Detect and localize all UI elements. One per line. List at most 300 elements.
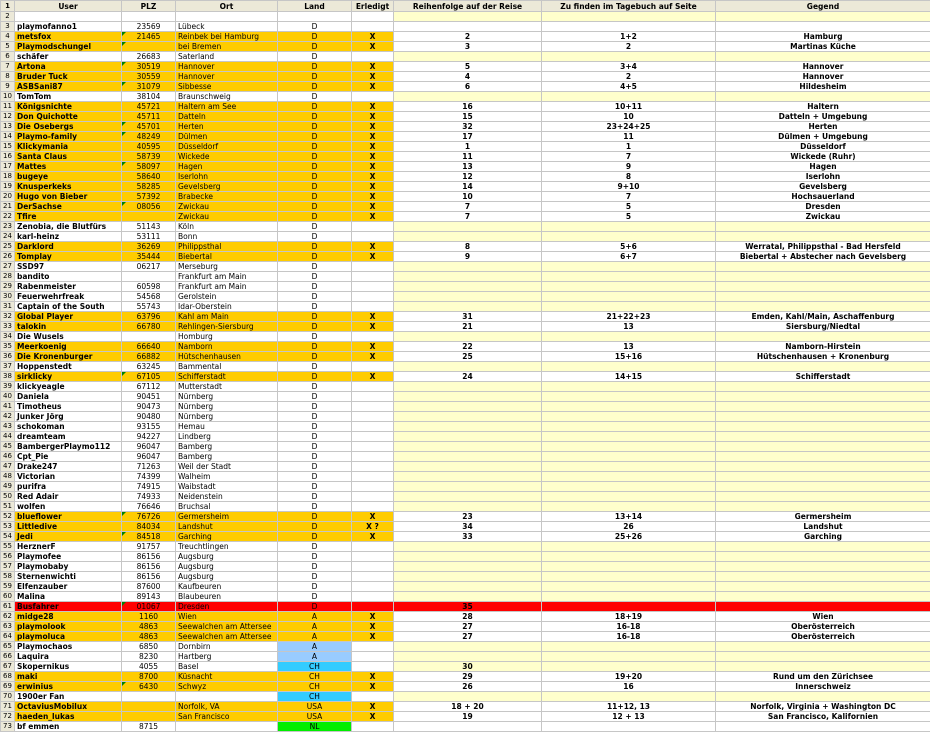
gegend-cell[interactable] (716, 602, 930, 612)
tagebuch-cell[interactable] (542, 692, 716, 702)
column-header-land[interactable]: Land (278, 1, 352, 12)
plz-cell[interactable] (122, 82, 176, 92)
ort-cell[interactable] (176, 672, 278, 682)
ort-cell[interactable] (176, 12, 278, 22)
plz-cell[interactable] (122, 152, 176, 162)
reihenfolge-cell[interactable] (394, 412, 542, 422)
reihenfolge-cell[interactable] (394, 632, 542, 642)
ort-cell[interactable] (176, 262, 278, 272)
land-cell[interactable] (278, 92, 352, 102)
gegend-cell[interactable] (716, 182, 930, 192)
reihenfolge-cell[interactable] (394, 92, 542, 102)
reihenfolge-cell[interactable] (394, 692, 542, 702)
ort-cell[interactable] (176, 42, 278, 52)
tagebuch-cell[interactable] (542, 552, 716, 562)
reihenfolge-cell[interactable] (394, 282, 542, 292)
erledigt-cell[interactable] (352, 112, 394, 122)
ort-cell[interactable] (176, 52, 278, 62)
ort-cell[interactable] (176, 172, 278, 182)
ort-cell[interactable] (176, 472, 278, 482)
land-cell[interactable] (278, 482, 352, 492)
erledigt-cell[interactable] (352, 442, 394, 452)
user-cell[interactable] (15, 682, 122, 692)
ort-cell[interactable] (176, 332, 278, 342)
row-number[interactable] (1, 332, 15, 342)
ort-cell[interactable] (176, 242, 278, 252)
plz-cell[interactable] (122, 42, 176, 52)
user-cell[interactable] (15, 722, 122, 732)
erledigt-cell[interactable] (352, 12, 394, 22)
erledigt-cell[interactable] (352, 212, 394, 222)
gegend-cell[interactable] (716, 392, 930, 402)
erledigt-cell[interactable] (352, 242, 394, 252)
ort-cell[interactable] (176, 182, 278, 192)
plz-cell[interactable] (122, 172, 176, 182)
reihenfolge-cell[interactable] (394, 32, 542, 42)
gegend-cell[interactable] (716, 472, 930, 482)
user-cell[interactable] (15, 652, 122, 662)
gegend-cell[interactable] (716, 112, 930, 122)
tagebuch-cell[interactable] (542, 432, 716, 442)
plz-cell[interactable] (122, 582, 176, 592)
ort-cell[interactable] (176, 32, 278, 42)
plz-cell[interactable] (122, 262, 176, 272)
gegend-cell[interactable] (716, 232, 930, 242)
tagebuch-cell[interactable] (542, 682, 716, 692)
gegend-cell[interactable] (716, 532, 930, 542)
reihenfolge-cell[interactable] (394, 662, 542, 672)
land-cell[interactable] (278, 82, 352, 92)
erledigt-cell[interactable] (352, 562, 394, 572)
user-cell[interactable] (15, 532, 122, 542)
ort-cell[interactable] (176, 22, 278, 32)
row-number[interactable] (1, 552, 15, 562)
ort-cell[interactable] (176, 402, 278, 412)
erledigt-cell[interactable] (352, 392, 394, 402)
land-cell[interactable] (278, 632, 352, 642)
gegend-cell[interactable] (716, 632, 930, 642)
erledigt-cell[interactable] (352, 532, 394, 542)
land-cell[interactable] (278, 372, 352, 382)
plz-cell[interactable] (122, 462, 176, 472)
ort-cell[interactable] (176, 362, 278, 372)
row-number[interactable] (1, 152, 15, 162)
gegend-cell[interactable] (716, 432, 930, 442)
plz-cell[interactable] (122, 72, 176, 82)
tagebuch-cell[interactable] (542, 662, 716, 672)
reihenfolge-cell[interactable] (394, 42, 542, 52)
erledigt-cell[interactable] (352, 362, 394, 372)
land-cell[interactable] (278, 232, 352, 242)
reihenfolge-cell[interactable] (394, 492, 542, 502)
land-cell[interactable] (278, 452, 352, 462)
user-cell[interactable] (15, 32, 122, 42)
gegend-cell[interactable] (716, 502, 930, 512)
land-cell[interactable] (278, 192, 352, 202)
row-number[interactable] (1, 442, 15, 452)
land-cell[interactable] (278, 382, 352, 392)
plz-cell[interactable] (122, 642, 176, 652)
plz-cell[interactable] (122, 182, 176, 192)
erledigt-cell[interactable] (352, 642, 394, 652)
plz-cell[interactable] (122, 22, 176, 32)
ort-cell[interactable] (176, 422, 278, 432)
gegend-cell[interactable] (716, 352, 930, 362)
user-cell[interactable] (15, 282, 122, 292)
plz-cell[interactable] (122, 392, 176, 402)
column-header-plz[interactable]: PLZ (122, 1, 176, 12)
erledigt-cell[interactable] (352, 332, 394, 342)
ort-cell[interactable] (176, 562, 278, 572)
land-cell[interactable] (278, 672, 352, 682)
tagebuch-cell[interactable] (542, 72, 716, 82)
gegend-cell[interactable] (716, 332, 930, 342)
plz-cell[interactable] (122, 542, 176, 552)
gegend-cell[interactable] (716, 12, 930, 22)
row-number[interactable] (1, 662, 15, 672)
tagebuch-cell[interactable] (542, 12, 716, 22)
gegend-cell[interactable] (716, 562, 930, 572)
plz-cell[interactable] (122, 202, 176, 212)
tagebuch-cell[interactable] (542, 712, 716, 722)
plz-cell[interactable] (122, 672, 176, 682)
erledigt-cell[interactable] (352, 292, 394, 302)
user-cell[interactable] (15, 412, 122, 422)
erledigt-cell[interactable] (352, 472, 394, 482)
ort-cell[interactable] (176, 92, 278, 102)
user-cell[interactable] (15, 262, 122, 272)
plz-cell[interactable] (122, 622, 176, 632)
user-cell[interactable] (15, 512, 122, 522)
erledigt-cell[interactable] (352, 572, 394, 582)
ort-cell[interactable] (176, 72, 278, 82)
erledigt-cell[interactable] (352, 652, 394, 662)
row-number[interactable] (1, 292, 15, 302)
land-cell[interactable] (278, 272, 352, 282)
row-number[interactable] (1, 372, 15, 382)
plz-cell[interactable] (122, 332, 176, 342)
reihenfolge-cell[interactable] (394, 332, 542, 342)
land-cell[interactable] (278, 442, 352, 452)
tagebuch-cell[interactable] (542, 522, 716, 532)
reihenfolge-cell[interactable] (394, 402, 542, 412)
tagebuch-cell[interactable] (542, 112, 716, 122)
erledigt-cell[interactable] (352, 122, 394, 132)
tagebuch-cell[interactable] (542, 292, 716, 302)
tagebuch-cell[interactable] (542, 622, 716, 632)
erledigt-cell[interactable] (352, 312, 394, 322)
row-number[interactable] (1, 502, 15, 512)
tagebuch-cell[interactable] (542, 442, 716, 452)
gegend-cell[interactable] (716, 262, 930, 272)
gegend-cell[interactable] (716, 82, 930, 92)
user-cell[interactable] (15, 242, 122, 252)
user-cell[interactable] (15, 632, 122, 642)
plz-cell[interactable] (122, 682, 176, 692)
user-cell[interactable] (15, 622, 122, 632)
tagebuch-cell[interactable] (542, 32, 716, 42)
gegend-cell[interactable] (716, 712, 930, 722)
reihenfolge-cell[interactable] (394, 232, 542, 242)
user-cell[interactable] (15, 82, 122, 92)
tagebuch-cell[interactable] (542, 222, 716, 232)
land-cell[interactable] (278, 22, 352, 32)
tagebuch-cell[interactable] (542, 302, 716, 312)
tagebuch-cell[interactable] (542, 172, 716, 182)
land-cell[interactable] (278, 302, 352, 312)
ort-cell[interactable] (176, 192, 278, 202)
erledigt-cell[interactable] (352, 52, 394, 62)
tagebuch-cell[interactable] (542, 232, 716, 242)
user-cell[interactable] (15, 342, 122, 352)
erledigt-cell[interactable] (352, 522, 394, 532)
plz-cell[interactable] (122, 412, 176, 422)
row-number[interactable] (1, 12, 15, 22)
erledigt-cell[interactable] (352, 342, 394, 352)
reihenfolge-cell[interactable] (394, 562, 542, 572)
gegend-cell[interactable] (716, 52, 930, 62)
ort-cell[interactable] (176, 522, 278, 532)
plz-cell[interactable] (122, 162, 176, 172)
row-number[interactable] (1, 352, 15, 362)
gegend-cell[interactable] (716, 362, 930, 372)
gegend-cell[interactable] (716, 592, 930, 602)
land-cell[interactable] (278, 502, 352, 512)
row-number[interactable] (1, 482, 15, 492)
row-number[interactable] (1, 202, 15, 212)
erledigt-cell[interactable] (352, 222, 394, 232)
reihenfolge-cell[interactable] (394, 252, 542, 262)
reihenfolge-cell[interactable] (394, 212, 542, 222)
land-cell[interactable] (278, 592, 352, 602)
gegend-cell[interactable] (716, 462, 930, 472)
gegend-cell[interactable] (716, 582, 930, 592)
user-cell[interactable] (15, 132, 122, 142)
row-number[interactable] (1, 252, 15, 262)
land-cell[interactable] (278, 72, 352, 82)
row-number[interactable] (1, 592, 15, 602)
tagebuch-cell[interactable] (542, 612, 716, 622)
erledigt-cell[interactable] (352, 202, 394, 212)
reihenfolge-cell[interactable] (394, 682, 542, 692)
land-cell[interactable] (278, 492, 352, 502)
ort-cell[interactable] (176, 552, 278, 562)
tagebuch-cell[interactable] (542, 492, 716, 502)
erledigt-cell[interactable] (352, 82, 394, 92)
user-cell[interactable] (15, 362, 122, 372)
ort-cell[interactable] (176, 502, 278, 512)
gegend-cell[interactable] (716, 682, 930, 692)
land-cell[interactable] (278, 432, 352, 442)
tagebuch-cell[interactable] (542, 82, 716, 92)
tagebuch-cell[interactable] (542, 472, 716, 482)
gegend-cell[interactable] (716, 622, 930, 632)
tagebuch-cell[interactable] (542, 382, 716, 392)
land-cell[interactable] (278, 152, 352, 162)
row-number[interactable] (1, 102, 15, 112)
tagebuch-cell[interactable] (542, 562, 716, 572)
erledigt-cell[interactable] (352, 452, 394, 462)
gegend-cell[interactable] (716, 252, 930, 262)
user-cell[interactable] (15, 352, 122, 362)
row-number[interactable] (1, 472, 15, 482)
land-cell[interactable] (278, 252, 352, 262)
reihenfolge-cell[interactable] (394, 602, 542, 612)
erledigt-cell[interactable] (352, 492, 394, 502)
row-number[interactable] (1, 362, 15, 372)
user-cell[interactable] (15, 372, 122, 382)
plz-cell[interactable] (122, 272, 176, 282)
user-cell[interactable] (15, 172, 122, 182)
user-cell[interactable] (15, 112, 122, 122)
plz-cell[interactable] (122, 432, 176, 442)
gegend-cell[interactable] (716, 552, 930, 562)
tagebuch-cell[interactable] (542, 412, 716, 422)
tagebuch-cell[interactable] (542, 242, 716, 252)
plz-cell[interactable] (122, 352, 176, 362)
column-header-reihenfolge[interactable]: Reihenfolge auf der Reise (394, 1, 542, 12)
land-cell[interactable] (278, 362, 352, 372)
erledigt-cell[interactable] (352, 632, 394, 642)
land-cell[interactable] (278, 532, 352, 542)
land-cell[interactable] (278, 622, 352, 632)
erledigt-cell[interactable] (352, 302, 394, 312)
ort-cell[interactable] (176, 292, 278, 302)
erledigt-cell[interactable] (352, 662, 394, 672)
plz-cell[interactable] (122, 472, 176, 482)
reihenfolge-cell[interactable] (394, 702, 542, 712)
ort-cell[interactable] (176, 112, 278, 122)
tagebuch-cell[interactable] (542, 282, 716, 292)
erledigt-cell[interactable] (352, 462, 394, 472)
plz-cell[interactable] (122, 92, 176, 102)
row-number[interactable] (1, 92, 15, 102)
row-number[interactable] (1, 282, 15, 292)
reihenfolge-cell[interactable] (394, 542, 542, 552)
user-cell[interactable] (15, 212, 122, 222)
reihenfolge-cell[interactable] (394, 72, 542, 82)
row-number[interactable] (1, 652, 15, 662)
ort-cell[interactable] (176, 162, 278, 172)
gegend-cell[interactable] (716, 202, 930, 212)
reihenfolge-cell[interactable] (394, 642, 542, 652)
erledigt-cell[interactable] (352, 422, 394, 432)
column-header-erledigt[interactable]: Erledigt (352, 1, 394, 12)
gegend-cell[interactable] (716, 152, 930, 162)
tagebuch-cell[interactable] (542, 162, 716, 172)
reihenfolge-cell[interactable] (394, 182, 542, 192)
row-number[interactable] (1, 172, 15, 182)
row-number[interactable] (1, 512, 15, 522)
land-cell[interactable] (278, 552, 352, 562)
ort-cell[interactable] (176, 702, 278, 712)
column-header-ort[interactable]: Ort (176, 1, 278, 12)
user-cell[interactable] (15, 402, 122, 412)
user-cell[interactable] (15, 542, 122, 552)
reihenfolge-cell[interactable] (394, 582, 542, 592)
tagebuch-cell[interactable] (542, 542, 716, 552)
ort-cell[interactable] (176, 432, 278, 442)
user-cell[interactable] (15, 192, 122, 202)
tagebuch-cell[interactable] (542, 572, 716, 582)
row-number[interactable] (1, 52, 15, 62)
ort-cell[interactable] (176, 272, 278, 282)
gegend-cell[interactable] (716, 692, 930, 702)
ort-cell[interactable] (176, 722, 278, 732)
ort-cell[interactable] (176, 682, 278, 692)
tagebuch-cell[interactable] (542, 402, 716, 412)
reihenfolge-cell[interactable] (394, 82, 542, 92)
reihenfolge-cell[interactable] (394, 202, 542, 212)
tagebuch-cell[interactable] (542, 332, 716, 342)
user-cell[interactable] (15, 142, 122, 152)
gegend-cell[interactable] (716, 442, 930, 452)
plz-cell[interactable] (122, 362, 176, 372)
reihenfolge-cell[interactable] (394, 52, 542, 62)
user-cell[interactable] (15, 492, 122, 502)
plz-cell[interactable] (122, 242, 176, 252)
land-cell[interactable] (278, 182, 352, 192)
gegend-cell[interactable] (716, 142, 930, 152)
plz-cell[interactable] (122, 32, 176, 42)
plz-cell[interactable] (122, 662, 176, 672)
tagebuch-cell[interactable] (542, 322, 716, 332)
row-number[interactable] (1, 382, 15, 392)
gegend-cell[interactable] (716, 322, 930, 332)
ort-cell[interactable] (176, 592, 278, 602)
plz-cell[interactable] (122, 612, 176, 622)
row-number[interactable] (1, 392, 15, 402)
land-cell[interactable] (278, 12, 352, 22)
reihenfolge-cell[interactable] (394, 162, 542, 172)
row-number[interactable] (1, 82, 15, 92)
land-cell[interactable] (278, 332, 352, 342)
erledigt-cell[interactable] (352, 322, 394, 332)
land-cell[interactable] (278, 112, 352, 122)
gegend-cell[interactable] (716, 612, 930, 622)
land-cell[interactable] (278, 472, 352, 482)
user-cell[interactable] (15, 592, 122, 602)
user-cell[interactable] (15, 432, 122, 442)
reihenfolge-cell[interactable] (394, 302, 542, 312)
tagebuch-cell[interactable] (542, 502, 716, 512)
ort-cell[interactable] (176, 232, 278, 242)
user-cell[interactable] (15, 222, 122, 232)
row-number[interactable] (1, 62, 15, 72)
land-cell[interactable] (278, 262, 352, 272)
row-number[interactable] (1, 432, 15, 442)
plz-cell[interactable] (122, 482, 176, 492)
tagebuch-cell[interactable] (542, 582, 716, 592)
tagebuch-cell[interactable] (542, 592, 716, 602)
ort-cell[interactable] (176, 122, 278, 132)
gegend-cell[interactable] (716, 272, 930, 282)
row-number[interactable] (1, 132, 15, 142)
reihenfolge-cell[interactable] (394, 372, 542, 382)
reihenfolge-cell[interactable] (394, 132, 542, 142)
erledigt-cell[interactable] (352, 432, 394, 442)
row-number[interactable] (1, 262, 15, 272)
land-cell[interactable] (278, 512, 352, 522)
row-number[interactable] (1, 322, 15, 332)
gegend-cell[interactable] (716, 62, 930, 72)
user-cell[interactable] (15, 272, 122, 282)
erledigt-cell[interactable] (352, 252, 394, 262)
land-cell[interactable] (278, 312, 352, 322)
land-cell[interactable] (278, 712, 352, 722)
tagebuch-cell[interactable] (542, 52, 716, 62)
row-number[interactable] (1, 622, 15, 632)
